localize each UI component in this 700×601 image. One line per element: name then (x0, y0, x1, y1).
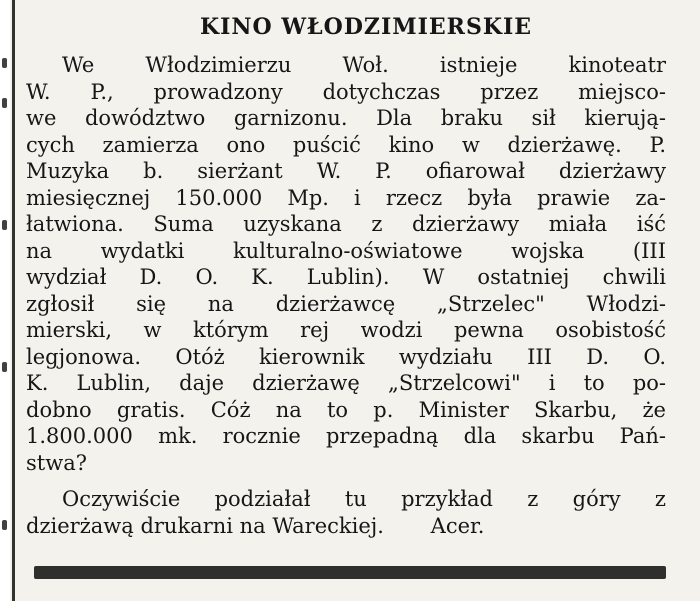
text-line: wydział D. O. K. Lublin). W ostatniej chwili (26, 265, 666, 289)
bottom-separator-rule (34, 566, 666, 579)
article-body (26, 52, 666, 539)
margin-print-mark (2, 98, 7, 108)
column-rule (12, 0, 15, 601)
text-line: stwa? (26, 450, 87, 475)
text-line: W. P., prowadzony dotychczas przez miejsco- (26, 79, 666, 104)
margin-print-mark (2, 520, 7, 530)
text-line: mierski, w którym rej wodzi pewna osobistość (26, 318, 666, 342)
paragraph-1 (26, 52, 666, 476)
text-line: łatwiona. Suma uzyskana z dzierżawy miała iść (26, 212, 666, 236)
text-line: miesięcznej 150.000 Mp. i rzecz była prawie za- (26, 185, 666, 210)
left-margin-strip (0, 0, 10, 601)
text-line: we dowództwo garnizonu. Dla braku sił kierują- (26, 106, 666, 130)
text-line: na wydatki kulturalno-oświatowe wojska (III (26, 238, 666, 263)
text-line: Muzyka b. sierżant W. P. ofiarował dzierżawy (26, 159, 666, 183)
text-line: cych zamierza ono puścić kino w dzierżawę. P. (26, 132, 666, 157)
margin-print-mark (2, 220, 7, 230)
text-line: 1.800.000 mk. rocznie przepadną dla skarbu Pań- (26, 424, 666, 448)
margin-print-mark (2, 362, 7, 372)
text-line: K. Lublin, daje dzierżawę „Strzelcowi" i to po- (26, 371, 666, 395)
text-line: We Włodzimierzu Woł. istnieje kinoteatr (62, 53, 666, 77)
text-line: zgłosił się na dzierżawcę „Strzelec" Włodzi- (26, 291, 666, 316)
article-title: KINO WŁODZIMIERSKIE (199, 14, 533, 40)
text-line: dobno gratis. Cóż na to p. Minister Skarbu, że (26, 397, 666, 422)
article (26, 12, 666, 539)
text-line: legjonowa. Otóż kierownik wydziału III D. O. (26, 344, 666, 369)
margin-print-mark (2, 58, 7, 68)
text-line-signature: dzierżawą drukarni na Wareckiej. Acer. (26, 513, 485, 538)
text-line: Oczywiście podziałał tu przykład z góry z (62, 487, 666, 511)
paragraph-2 (26, 486, 666, 539)
